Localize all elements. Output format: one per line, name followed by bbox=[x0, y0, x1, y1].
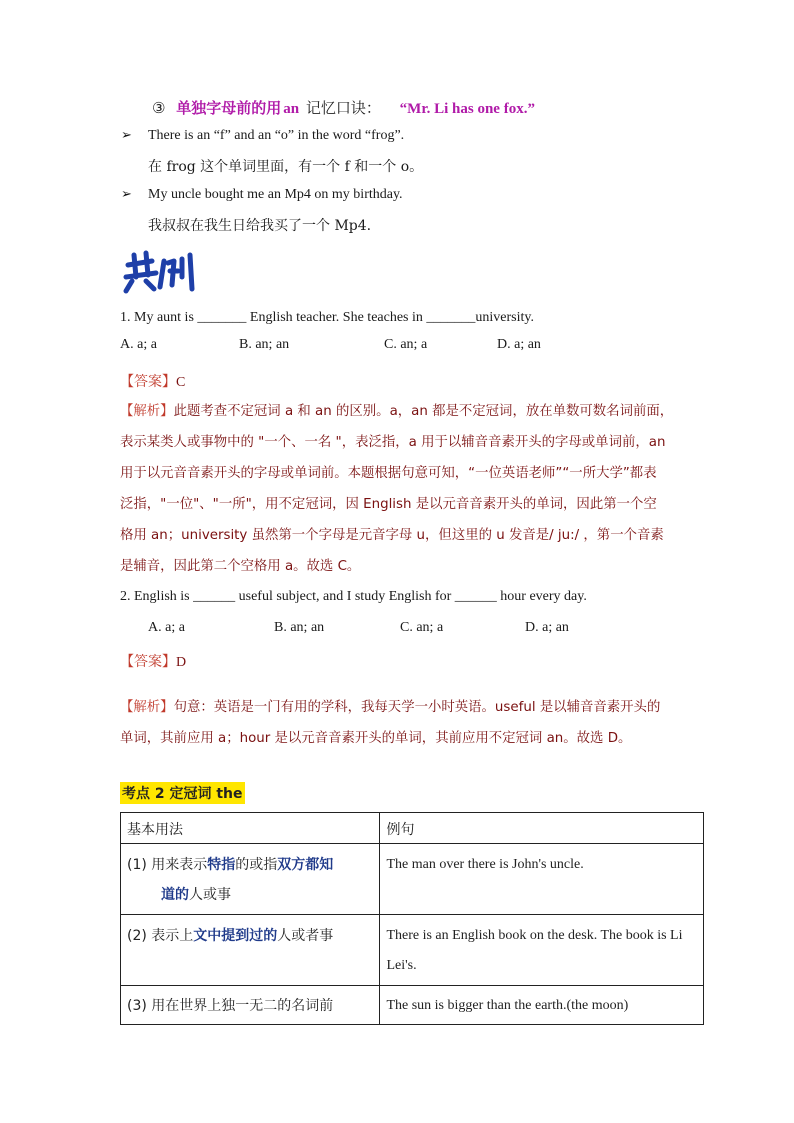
bullet-en-1: There is an “f” and an “o” in the word “frog”. bbox=[148, 128, 405, 143]
q2-option-c: C. an; a bbox=[400, 620, 444, 635]
answer-value: C bbox=[176, 375, 186, 390]
analysis-line: 此题考查不定冠词 a 和 an 的区别。a，an 都是不定冠词，放在单数可数名词前面， bbox=[173, 404, 674, 419]
example-cell: The man over there is John's uncle. bbox=[380, 844, 704, 915]
analysis-line: 泛指，"一位"、"一所"，用不定冠词，因 English 是以元音音素开头的单词，因此第一个空 bbox=[120, 497, 657, 512]
usage-text: 人或者事 bbox=[277, 928, 334, 944]
analysis-label: 【解析】 bbox=[120, 404, 174, 419]
table-row bbox=[121, 915, 704, 986]
q1-option-d: D. a; an bbox=[497, 337, 541, 352]
q1-analysis bbox=[120, 396, 673, 582]
table-row bbox=[121, 844, 704, 915]
usage-emphasis: 双方都知 bbox=[277, 857, 334, 873]
example-logo bbox=[120, 247, 200, 297]
usage-text: (1) 用来表示 bbox=[127, 857, 208, 873]
q2-option-d: D. a; an bbox=[525, 620, 569, 635]
usage-cell bbox=[121, 844, 380, 915]
answer-label: 【答案】 bbox=[120, 654, 176, 670]
usage-emphasis: 文中提到过的 bbox=[193, 928, 278, 944]
bullet-arrow-icon: ➢ bbox=[121, 187, 132, 202]
analysis-line: 是辅音，因此第二个空格用 a。故选 C。 bbox=[120, 559, 361, 574]
usage-text: (2) 表示上 bbox=[127, 928, 194, 944]
q1-option-a: A. a; a bbox=[120, 337, 157, 352]
tip-lead: 单独字母前的用 bbox=[176, 99, 282, 117]
answer-label: 【答案】 bbox=[120, 374, 176, 390]
analysis-line: 单词，其前应用 a；hour 是以元音音素开头的单词，其前应用不定冠词 an。故选 D。 bbox=[120, 731, 632, 746]
bullet-cn-1: 在 frog 这个单词里面，有一个 f 和一个 o。 bbox=[148, 159, 424, 175]
analysis-line: 表示某类人或事物中的 "一个、一名 "，表泛指，a 用于以辅音音素开头的字母或单词前，an bbox=[120, 435, 666, 450]
analysis-line: 格用 an；university 虽然第一个字母是元音字母 u，但这里的 u 发音是/ ju:/ ，第一个音素 bbox=[120, 528, 664, 543]
tip-number: ③ bbox=[152, 99, 166, 117]
q2-answer bbox=[120, 651, 186, 671]
bullet-arrow-icon: ➢ bbox=[121, 128, 132, 143]
usage-emphasis: 道的 bbox=[161, 887, 189, 903]
analysis-line: 用于以元音音素开头的字母或单词前。本题根据句意可知，“一位英语老师”“一所大学”都表 bbox=[120, 466, 657, 481]
usage-text: 人或事 bbox=[189, 887, 231, 903]
q1-option-c: C. an; a bbox=[384, 337, 428, 352]
tip-quote: “Mr. Li has one fox.” bbox=[399, 101, 535, 117]
answer-value: D bbox=[176, 655, 187, 670]
tip-an: an bbox=[283, 101, 300, 117]
section-title: 考点 2 定冠词 the bbox=[120, 782, 245, 804]
usage-cell: (3) 用在世界上独一无二的名词前 bbox=[121, 986, 380, 1025]
usage-cell bbox=[121, 915, 380, 986]
bullet-cn-2: 我叔叔在我生日给我买了一个 Mp4. bbox=[148, 218, 372, 234]
q2-option-b: B. an; an bbox=[274, 620, 325, 635]
q1-answer bbox=[120, 371, 185, 391]
q1-stem: 1. My aunt is _______ English teacher. She teaches in _______university. bbox=[120, 310, 534, 325]
usage-table bbox=[120, 812, 704, 1025]
analysis-line: 句意：英语是一门有用的学科，我每天学一小时英语。useful 是以辅音音素开头的 bbox=[173, 700, 661, 715]
mnemonic-tip bbox=[152, 97, 535, 118]
q2-stem: 2. English is ______ useful subject, and I study English for ______ hour every day. bbox=[120, 589, 587, 604]
example-cell: The sun is bigger than the earth.(the moon) bbox=[380, 986, 704, 1025]
bullet-en-2: My uncle bought me an Mp4 on my birthday. bbox=[148, 187, 403, 202]
table-row bbox=[121, 986, 704, 1025]
example-cell: There is an English book on the desk. The book is Li Lei's. bbox=[380, 915, 704, 986]
usage-emphasis: 特指 bbox=[207, 857, 236, 873]
table-header-row bbox=[121, 813, 704, 844]
q1-option-b: B. an; an bbox=[239, 337, 290, 352]
analysis-label: 【解析】 bbox=[120, 700, 174, 715]
table-header: 例句 bbox=[380, 813, 704, 844]
q2-option-a: A. a; a bbox=[148, 620, 185, 635]
table-header: 基本用法 bbox=[121, 813, 380, 844]
q2-analysis bbox=[120, 692, 660, 754]
usage-text: 的或指 bbox=[235, 857, 278, 873]
tip-rest: 记忆口诀： bbox=[305, 99, 381, 117]
